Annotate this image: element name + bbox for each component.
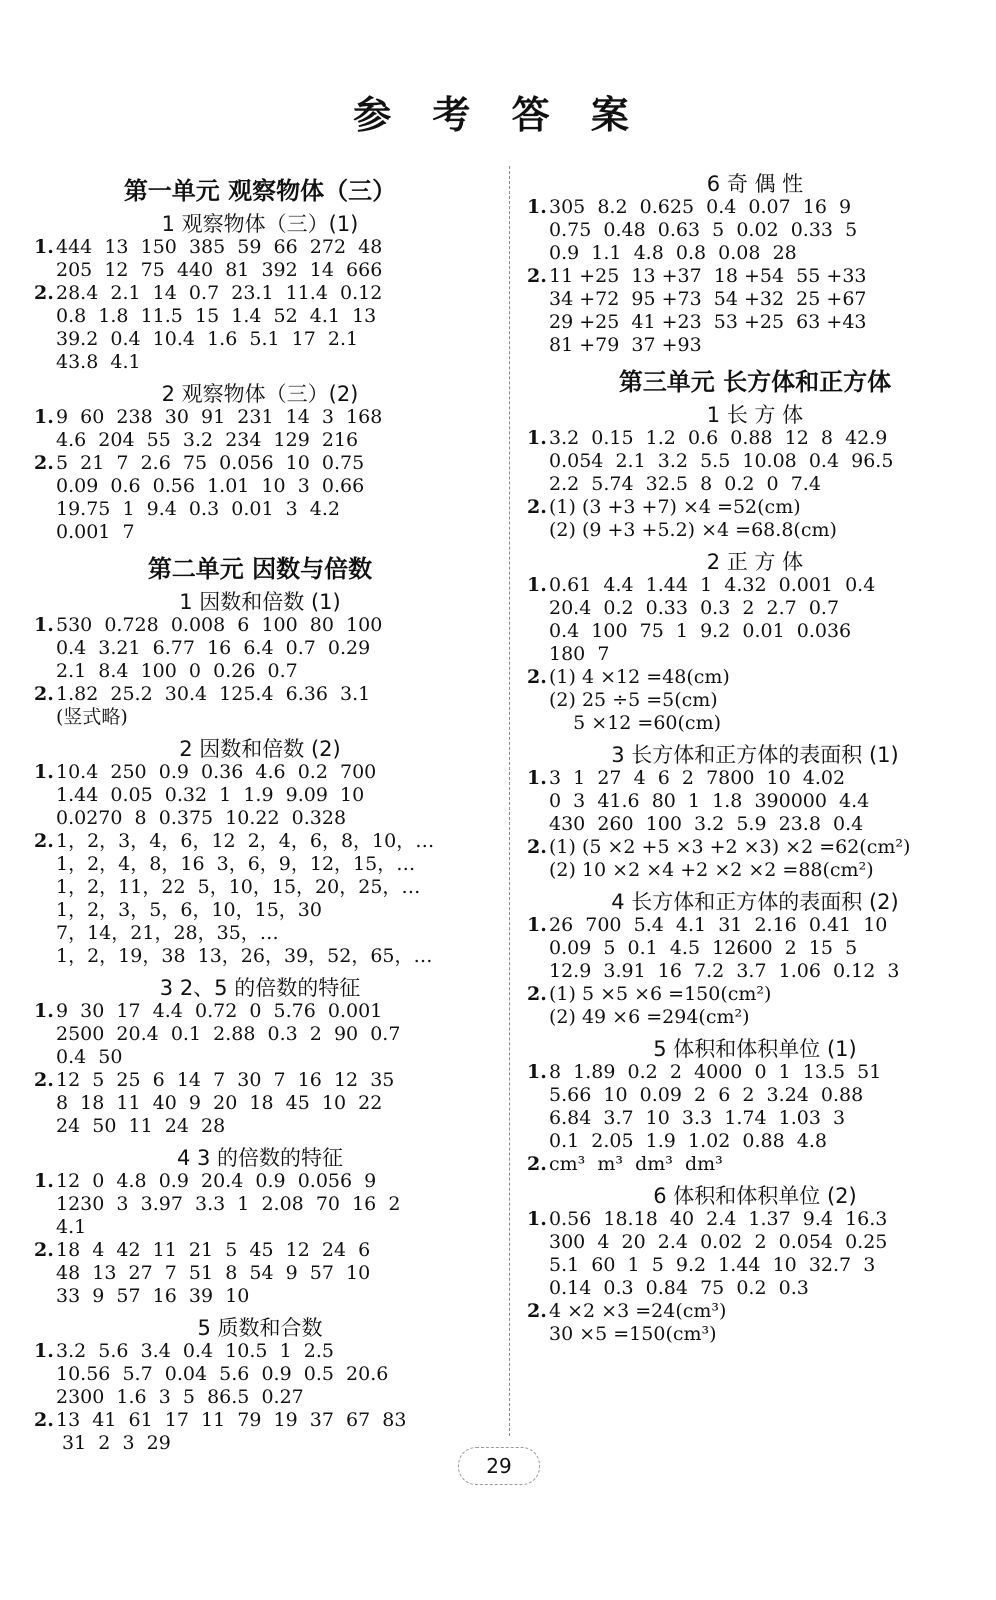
section-title: 1 因数和倍数 (1) bbox=[179, 590, 341, 614]
question bbox=[527, 1061, 983, 1153]
answer-lines bbox=[549, 574, 983, 666]
question-number: 1. bbox=[527, 574, 547, 596]
answer-line: 0.8 1.8 11.5 15 1.4 52 4.1 13 bbox=[56, 305, 377, 327]
answer-lines bbox=[56, 614, 486, 683]
unit-title: 第一单元 观察物体（三） bbox=[123, 177, 397, 205]
answer-line: 2300 1.6 3 5 86.5 0.27 bbox=[56, 1386, 304, 1408]
section-title: 2 观察物体（三）(2) bbox=[161, 382, 359, 406]
question-number: 1. bbox=[34, 236, 54, 258]
answer-line: (1) (5 ×2 +5 ×3 +2 ×3) ×2 =62(cm²) bbox=[549, 836, 911, 858]
answer-lines bbox=[56, 452, 486, 544]
question-number: 2. bbox=[527, 666, 547, 688]
answer-lines bbox=[549, 767, 983, 836]
answer-line: (1) 4 ×12 =48(cm) bbox=[549, 666, 730, 688]
answer-line: 0.56 18.18 40 2.4 1.37 9.4 16.3 bbox=[549, 1208, 888, 1230]
answer-line: 0.4 100 75 1 9.2 0.01 0.036 bbox=[549, 620, 852, 642]
answer-line: 0.09 0.6 0.56 1.01 10 3 0.66 bbox=[56, 475, 365, 497]
answer-line: 4 ×2 ×3 =24(cm³) bbox=[549, 1300, 727, 1322]
section-title: 1 观察物体（三）(1) bbox=[161, 212, 359, 236]
page-number: 29 bbox=[458, 1447, 540, 1485]
answer-line: 3 1 27 4 6 2 7800 10 4.02 bbox=[549, 767, 846, 789]
answer-line: 12.9 3.91 16 7.2 3.7 1.06 0.12 3 bbox=[549, 960, 900, 982]
answer-lines bbox=[549, 496, 983, 542]
question bbox=[527, 1208, 983, 1300]
question bbox=[34, 761, 486, 830]
answer-line: 20.4 0.2 0.33 0.3 2 2.7 0.7 bbox=[549, 597, 840, 619]
section-title: 3 2、5 的倍数的特征 bbox=[159, 976, 361, 1000]
section-title: 4 3 的倍数的特征 bbox=[176, 1146, 344, 1170]
answer-line: 4.1 bbox=[56, 1216, 87, 1238]
answer-lines bbox=[56, 830, 486, 968]
answer-line: 81 +79 37 +93 bbox=[549, 334, 702, 356]
answer-line: 180 7 bbox=[549, 643, 610, 665]
question bbox=[527, 265, 983, 357]
question bbox=[34, 282, 486, 374]
answer-section bbox=[34, 1316, 486, 1455]
question bbox=[527, 196, 983, 265]
answer-line: (1) 5 ×5 ×6 =150(cm²) bbox=[549, 983, 772, 1005]
question bbox=[34, 236, 486, 282]
section-title: 6 奇 偶 性 bbox=[706, 172, 804, 196]
unit-title: 第三单元 长方体和正方体 bbox=[618, 368, 892, 396]
question-number: 1. bbox=[34, 1340, 54, 1362]
answer-section bbox=[34, 976, 486, 1138]
answer-line: 18 4 42 11 21 5 45 12 24 6 bbox=[56, 1239, 371, 1261]
answer-line: 5.66 10 0.09 2 6 2 3.24 0.88 bbox=[549, 1084, 864, 1106]
answer-line: 1，2，4，8，16 3，6，9，12，15，… bbox=[56, 853, 416, 875]
answer-line: 13 41 61 17 11 79 19 37 67 83 bbox=[56, 1409, 407, 1431]
answer-section bbox=[527, 1037, 983, 1176]
answer-line: 8 1.89 0.2 2 4000 0 1 13.5 51 bbox=[549, 1061, 882, 1083]
answer-lines bbox=[56, 406, 486, 452]
question-number: 1. bbox=[34, 1000, 54, 1022]
answer-line: 0.4 50 bbox=[56, 1046, 123, 1068]
answer-lines bbox=[549, 914, 983, 983]
column-divider bbox=[509, 166, 510, 1436]
answer-lines bbox=[549, 196, 983, 265]
question-number: 2. bbox=[34, 1409, 54, 1431]
answer-line: 5 ×12 =60(cm) bbox=[549, 712, 722, 734]
question-number: 2. bbox=[527, 983, 547, 1005]
question bbox=[527, 767, 983, 836]
answer-line: 29 +25 41 +23 53 +25 63 +43 bbox=[549, 311, 867, 333]
section-title: 6 体积和体积单位 (2) bbox=[653, 1184, 857, 1208]
answer-lines bbox=[549, 1061, 983, 1153]
answer-lines bbox=[549, 666, 983, 735]
answer-section bbox=[34, 212, 486, 374]
question-number: 2. bbox=[34, 1069, 54, 1091]
answer-line: 1，2，3，4，6，12 2，4，6，8，10，… bbox=[56, 830, 435, 852]
answer-line: (2) 10 ×2 ×4 +2 ×2 ×2 =88(cm²) bbox=[549, 859, 874, 881]
answer-line: 31 2 3 29 bbox=[56, 1432, 171, 1454]
unit-title: 第二单元 因数与倍数 bbox=[147, 555, 373, 583]
answer-line: 1.44 0.05 0.32 1 1.9 9.09 10 bbox=[56, 784, 365, 806]
question bbox=[34, 452, 486, 544]
question bbox=[527, 1153, 983, 1176]
question-number: 1. bbox=[527, 914, 547, 936]
question bbox=[34, 683, 486, 729]
question-number: 2. bbox=[527, 265, 547, 287]
answer-line: (2) (9 +3 +5.2) ×4 =68.8(cm) bbox=[549, 519, 837, 541]
answer-line: 4.6 204 55 3.2 234 129 216 bbox=[56, 429, 359, 451]
answer-line: cm³ m³ dm³ dm³ bbox=[549, 1153, 723, 1175]
question bbox=[34, 830, 486, 968]
question-number: 1. bbox=[527, 767, 547, 789]
answer-line: 3.2 5.6 3.4 0.4 10.5 1 2.5 bbox=[56, 1340, 334, 1362]
question-number: 2. bbox=[34, 830, 54, 852]
answer-line: 0.0270 8 0.375 10.22 0.328 bbox=[56, 807, 347, 829]
answer-line: 0.14 0.3 0.84 75 0.2 0.3 bbox=[549, 1277, 809, 1299]
answer-line: 5 21 7 2.6 75 0.056 10 0.75 bbox=[56, 452, 365, 474]
answer-line: 0.09 5 0.1 4.5 12600 2 15 5 bbox=[549, 937, 858, 959]
answer-lines bbox=[56, 282, 486, 374]
answer-line: 1，2，11，22 5，10，15，20，25，… bbox=[56, 876, 421, 898]
answer-lines bbox=[56, 1170, 486, 1239]
answer-lines bbox=[56, 1340, 486, 1409]
answer-line: 0.4 3.21 6.77 16 6.4 0.7 0.29 bbox=[56, 637, 371, 659]
answer-line: (2) 49 ×6 =294(cm²) bbox=[549, 1006, 750, 1028]
answer-line: 0 3 41.6 80 1 1.8 390000 4.4 bbox=[549, 790, 870, 812]
answer-line: 2.2 5.74 32.5 8 0.2 0 7.4 bbox=[549, 473, 821, 495]
answer-lines bbox=[549, 1300, 983, 1346]
answer-line: 33 9 57 16 39 10 bbox=[56, 1285, 250, 1307]
answer-lines bbox=[549, 836, 983, 882]
answer-line: 2.1 8.4 100 0 0.26 0.7 bbox=[56, 660, 298, 682]
question-number: 2. bbox=[527, 1153, 547, 1175]
question bbox=[527, 574, 983, 666]
answer-line: 444 13 150 385 59 66 272 48 bbox=[56, 236, 383, 258]
question bbox=[34, 1239, 486, 1308]
answer-line: 1.82 25.2 30.4 125.4 6.36 3.1 bbox=[56, 683, 371, 705]
answer-section bbox=[527, 550, 983, 735]
question bbox=[34, 1000, 486, 1069]
answer-line: 5.1 60 1 5 9.2 1.44 10 32.7 3 bbox=[549, 1254, 876, 1276]
section-title: 5 质数和合数 bbox=[197, 1316, 323, 1340]
question-number: 1. bbox=[527, 196, 547, 218]
question-number: 1. bbox=[527, 1208, 547, 1230]
answer-lines bbox=[56, 1069, 486, 1138]
question-number: 1. bbox=[34, 1170, 54, 1192]
question-number: 2. bbox=[527, 1300, 547, 1322]
answer-section bbox=[34, 382, 486, 544]
answer-line: 0.75 0.48 0.63 5 0.02 0.33 5 bbox=[549, 219, 858, 241]
question-number: 2. bbox=[34, 452, 54, 474]
answer-lines bbox=[549, 427, 983, 496]
answer-line: 205 12 75 440 81 392 14 666 bbox=[56, 259, 383, 281]
answer-line: (2) 25 ÷5 =5(cm) bbox=[549, 689, 718, 711]
answer-lines bbox=[549, 983, 983, 1029]
answer-lines bbox=[56, 683, 486, 729]
question-number: 1. bbox=[34, 406, 54, 428]
answer-section bbox=[527, 890, 983, 1029]
answer-line: 10.56 5.7 0.04 5.6 0.9 0.5 20.6 bbox=[56, 1363, 389, 1385]
answer-section bbox=[34, 737, 486, 968]
question bbox=[527, 666, 983, 735]
answer-line: 34 +72 95 +73 54 +32 25 +67 bbox=[549, 288, 867, 310]
answer-line: 0.001 7 bbox=[56, 521, 135, 543]
answer-line: 9 30 17 4.4 0.72 0 5.76 0.001 bbox=[56, 1000, 383, 1022]
question-number: 1. bbox=[34, 761, 54, 783]
answer-line: 6.84 3.7 10 3.3 1.74 1.03 3 bbox=[549, 1107, 846, 1129]
answer-line: 430 260 100 3.2 5.9 23.8 0.4 bbox=[549, 813, 864, 835]
answer-line: 1230 3 3.97 3.3 1 2.08 70 16 2 bbox=[56, 1193, 401, 1215]
answer-section bbox=[34, 590, 486, 729]
answer-line: 19.75 1 9.4 0.3 0.01 3 4.2 bbox=[56, 498, 340, 520]
answer-lines bbox=[56, 1000, 486, 1069]
answer-line: 0.1 2.05 1.9 1.02 0.88 4.8 bbox=[549, 1130, 827, 1152]
section-title: 4 长方体和正方体的表面积 (2) bbox=[611, 890, 899, 914]
answer-line: 300 4 20 2.4 0.02 2 0.054 0.25 bbox=[549, 1231, 888, 1253]
section-title: 2 因数和倍数 (2) bbox=[179, 737, 341, 761]
question bbox=[34, 1340, 486, 1409]
question bbox=[34, 406, 486, 452]
answer-lines bbox=[549, 1153, 983, 1176]
answer-line: 12 0 4.8 0.9 20.4 0.9 0.056 9 bbox=[56, 1170, 377, 1192]
answer-line: 0.61 4.4 1.44 1 4.32 0.001 0.4 bbox=[549, 574, 876, 596]
question bbox=[527, 427, 983, 496]
answer-line: 530 0.728 0.008 6 100 80 100 bbox=[56, 614, 383, 636]
left-column bbox=[34, 166, 486, 1463]
answer-line: 43.8 4.1 bbox=[56, 351, 141, 373]
answer-lines bbox=[549, 265, 983, 357]
answer-section bbox=[527, 172, 983, 357]
question-number: 1. bbox=[34, 614, 54, 636]
answer-line: 305 8.2 0.625 0.4 0.07 16 9 bbox=[549, 196, 852, 218]
section-title: 1 长 方 体 bbox=[706, 403, 804, 427]
answer-line: 26 700 5.4 4.1 31 2.16 0.41 10 bbox=[549, 914, 888, 936]
section-title: 2 正 方 体 bbox=[706, 550, 804, 574]
answer-lines bbox=[56, 1239, 486, 1308]
answer-line: 48 13 27 7 51 8 54 9 57 10 bbox=[56, 1262, 371, 1284]
answer-line: 9 60 238 30 91 231 14 3 168 bbox=[56, 406, 383, 428]
section-title: 5 体积和体积单位 (1) bbox=[653, 1037, 857, 1061]
answer-line: 11 +25 13 +37 18 +54 55 +33 bbox=[549, 265, 867, 287]
question bbox=[34, 1170, 486, 1239]
answer-section bbox=[527, 403, 983, 542]
right-column bbox=[527, 166, 983, 1354]
question bbox=[34, 1069, 486, 1138]
answer-lines bbox=[549, 1208, 983, 1300]
question bbox=[527, 983, 983, 1029]
answer-line: 1，2，19，38 13，26，39，52，65，… bbox=[56, 945, 433, 967]
question bbox=[527, 1300, 983, 1346]
section-title: 3 长方体和正方体的表面积 (1) bbox=[611, 743, 899, 767]
answer-line: 1，2，3，5，6，10，15，30 bbox=[56, 899, 322, 921]
answer-line: 3.2 0.15 1.2 0.6 0.88 12 8 42.9 bbox=[549, 427, 888, 449]
answer-lines bbox=[56, 1409, 486, 1455]
answer-lines bbox=[56, 236, 486, 282]
answer-line: 30 ×5 =150(cm³) bbox=[549, 1323, 717, 1345]
question bbox=[34, 614, 486, 683]
answer-lines bbox=[56, 761, 486, 830]
question-number: 2. bbox=[34, 683, 54, 705]
answer-section bbox=[34, 1146, 486, 1308]
question-number: 1. bbox=[527, 427, 547, 449]
question bbox=[34, 1409, 486, 1455]
question bbox=[527, 496, 983, 542]
question-number: 1. bbox=[527, 1061, 547, 1083]
question-number: 2. bbox=[527, 496, 547, 518]
question bbox=[527, 914, 983, 983]
answer-line: 12 5 25 6 14 7 30 7 16 12 35 bbox=[56, 1069, 395, 1091]
answer-section bbox=[527, 1184, 983, 1346]
answer-line: 10.4 250 0.9 0.36 4.6 0.2 700 bbox=[56, 761, 377, 783]
question-number: 2. bbox=[34, 1239, 54, 1261]
question bbox=[527, 836, 983, 882]
answer-line: 39.2 0.4 10.4 1.6 5.1 17 2.1 bbox=[56, 328, 359, 350]
answer-line: 24 50 11 24 28 bbox=[56, 1115, 226, 1137]
question-number: 2. bbox=[527, 836, 547, 858]
answer-section bbox=[527, 743, 983, 882]
question-number: 2. bbox=[34, 282, 54, 304]
answer-line: (竖式略) bbox=[56, 706, 128, 728]
page-title: 参 考 答 案 bbox=[353, 93, 643, 137]
answer-line: 0.9 1.1 4.8 0.8 0.08 28 bbox=[549, 242, 797, 264]
answer-line: 28.4 2.1 14 0.7 23.1 11.4 0.12 bbox=[56, 282, 383, 304]
answer-line: 8 18 11 40 9 20 18 45 10 22 bbox=[56, 1092, 383, 1114]
answer-line: (1) (3 +3 +7) ×4 =52(cm) bbox=[549, 496, 801, 518]
answer-line: 0.054 2.1 3.2 5.5 10.08 0.4 96.5 bbox=[549, 450, 894, 472]
answer-line: 2500 20.4 0.1 2.88 0.3 2 90 0.7 bbox=[56, 1023, 401, 1045]
answer-line: 7，14，21，28，35，… bbox=[56, 922, 279, 944]
